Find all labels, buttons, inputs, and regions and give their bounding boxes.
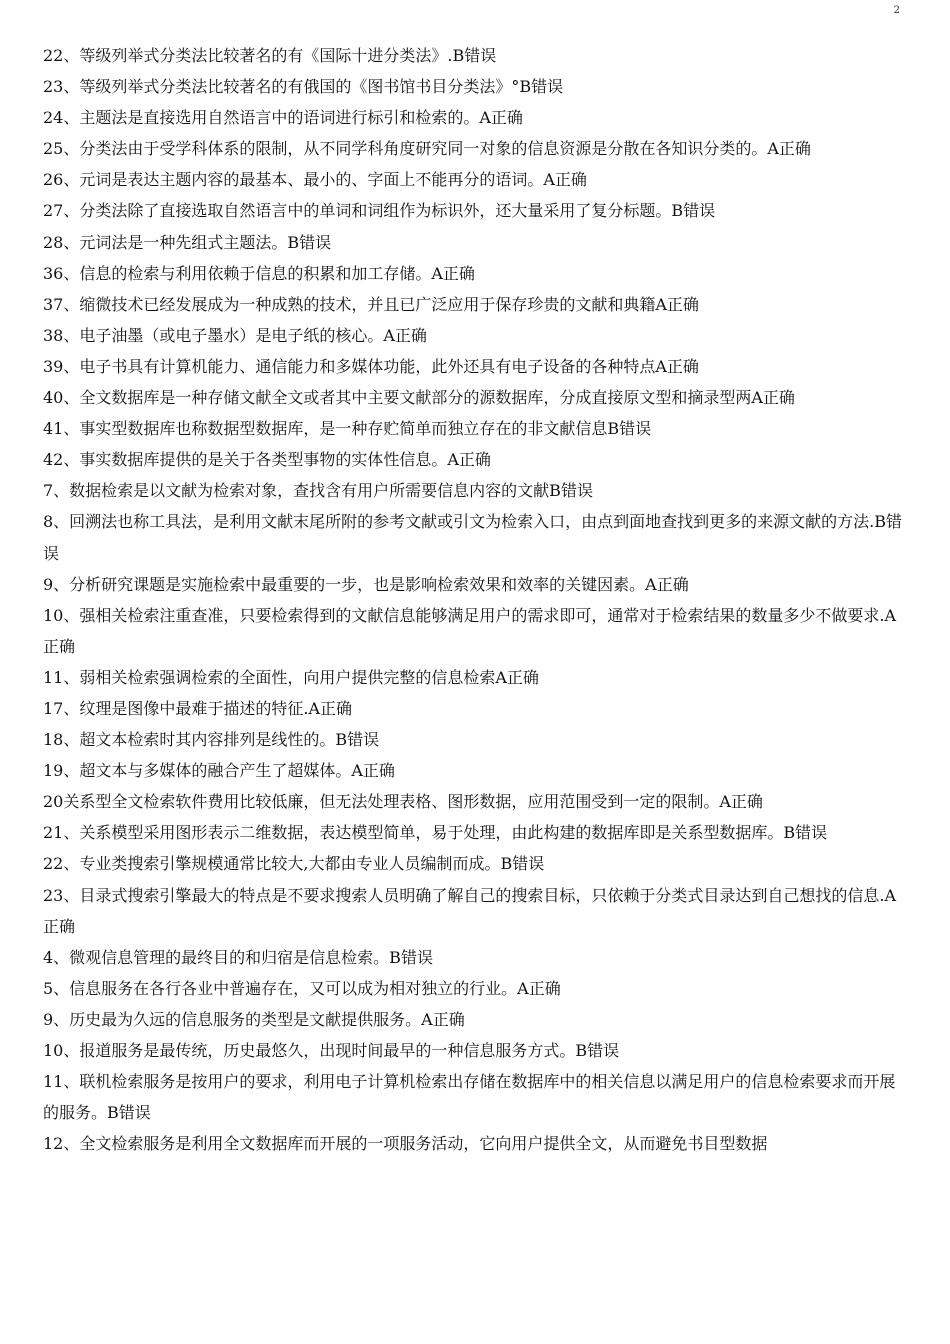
list-item: 37、缩微技术已经发展成为一种成熟的技术，并且已广泛应用于保存珍贵的文献和典籍A正确 [43, 294, 699, 314]
list-item: 9、分析研究课题是实施检索中最重要的一步，也是影响检索效果和效率的关键因素。A正确 [43, 574, 689, 594]
list-item: 11、联机检索服务是按用户的要求，利用电子计算机检索出存储在数据库中的相关信息以满足用户的信息检索要求而开展的服务。B错误 [43, 1072, 896, 1123]
list-item: 22、等级列举式分类法比较著名的有《国际十进分类法》.B错误 [43, 46, 497, 65]
page-number: 2 [893, 5, 900, 16]
list-item: 10、报道服务是最传统，历史最悠久，出现时间最早的一种信息服务方式。B错误 [43, 1041, 620, 1060]
list-item: 41、事实型数据库也称数据型数据库，是一种存贮简单而独立存在的非文献信息B错误 [43, 419, 652, 439]
list-item: 8、回溯法也称工具法，是利用文献末尾所附的参考文献或引文为检索入口，由点到面地查找到更多的来源文献的方法.B错误 [43, 512, 903, 563]
document-body [43, 40, 909, 1159]
list-item: 36、信息的检索与利用依赖于信息的积累和加工存储。A正确 [43, 263, 475, 283]
list-item: 12、全文检索服务是利用全文数据库而开展的一项服务活动，它向用户提供全文，从而避免书目型数据 [43, 1134, 768, 1154]
list-item: 5、信息服务在各行各业中普遍存在，又可以成为相对独立的行业。A正确 [43, 978, 561, 998]
list-item: 25、分类法由于受学科体系的限制，从不同学科角度研究同一对象的信息资源是分散在各知识分类的。A正确 [43, 139, 811, 159]
list-item: 26、元词是表达主题内容的最基本、最小的、字面上不能再分的语词。A正确 [43, 170, 587, 190]
list-item: 40、全文数据库是一种存储文献全文或者其中主要文献部分的源数据库，分成直接原文型和摘录型两A正确 [43, 388, 795, 408]
list-item: 39、电子书具有计算机能力、通信能力和多媒体功能，此外还具有电子设备的各种特点A正确 [43, 356, 699, 376]
list-item: 24、主题法是直接选用自然语言中的语词进行标引和检索的。A正确 [43, 108, 523, 128]
list-item: 19、超文本与多媒体的融合产生了超媒体。A正确 [43, 761, 395, 781]
list-item: 21、关系模型采用图形表示二维数据，表达模型简单，易于处理，由此构建的数据库即是关系型数据库。B错误 [43, 823, 828, 843]
list-item: 42、事实数据库提供的是关于各类型事物的实体性信息。A正确 [43, 450, 491, 470]
list-item: 9、历史最为久远的信息服务的类型是文献提供服务。A正确 [43, 1009, 465, 1029]
list-item: 7、数据检索是以文献为检索对象，查找含有用户所需要信息内容的文献B错误 [43, 481, 593, 501]
list-item: 10、强相关检索注重查准，只要检索得到的文献信息能够满足用户的需求即可，通常对于检索结果的数量多少不做要求.A正确 [43, 605, 897, 656]
list-item: 4、微观信息管理的最终目的和归宿是信息检索。B错误 [43, 947, 433, 967]
list-item: 11、弱相关检索强调检索的全面性，向用户提供完整的信息检索A正确 [43, 667, 539, 687]
list-item: 27、分类法除了直接选取自然语言中的单词和词组作为标识外，还大量采用了复分标题。B错误 [43, 201, 716, 221]
list-item: 20关系型全文检索软件费用比较低廉，但无法处理表格、图形数据，应用范围受到一定的限制。A正确 [43, 792, 763, 812]
list-item: 18、超文本检索时其内容排列是线性的。B错误 [43, 730, 380, 750]
list-item: 23、等级列举式分类法比较著名的有俄国的《图书馆书目分类法》°B错误 [43, 77, 564, 97]
list-item: 38、电子油墨（或电子墨水）是电子纸的核心。A正确 [43, 325, 427, 345]
list-item: 23、目录式搜索引擎最大的特点是不要求搜索人员明确了解自己的搜索目标，只依赖于分类式目录达到自己想找的信息.A正确 [43, 885, 897, 936]
list-item: 28、元词法是一种先组式主题法。B错误 [43, 232, 332, 252]
list-item: 22、专业类搜索引擎规模通常比较大,大都由专业人员编制而成。B错误 [43, 854, 545, 874]
list-item: 17、纹理是图像中最难于描述的特征.A正确 [43, 698, 353, 718]
